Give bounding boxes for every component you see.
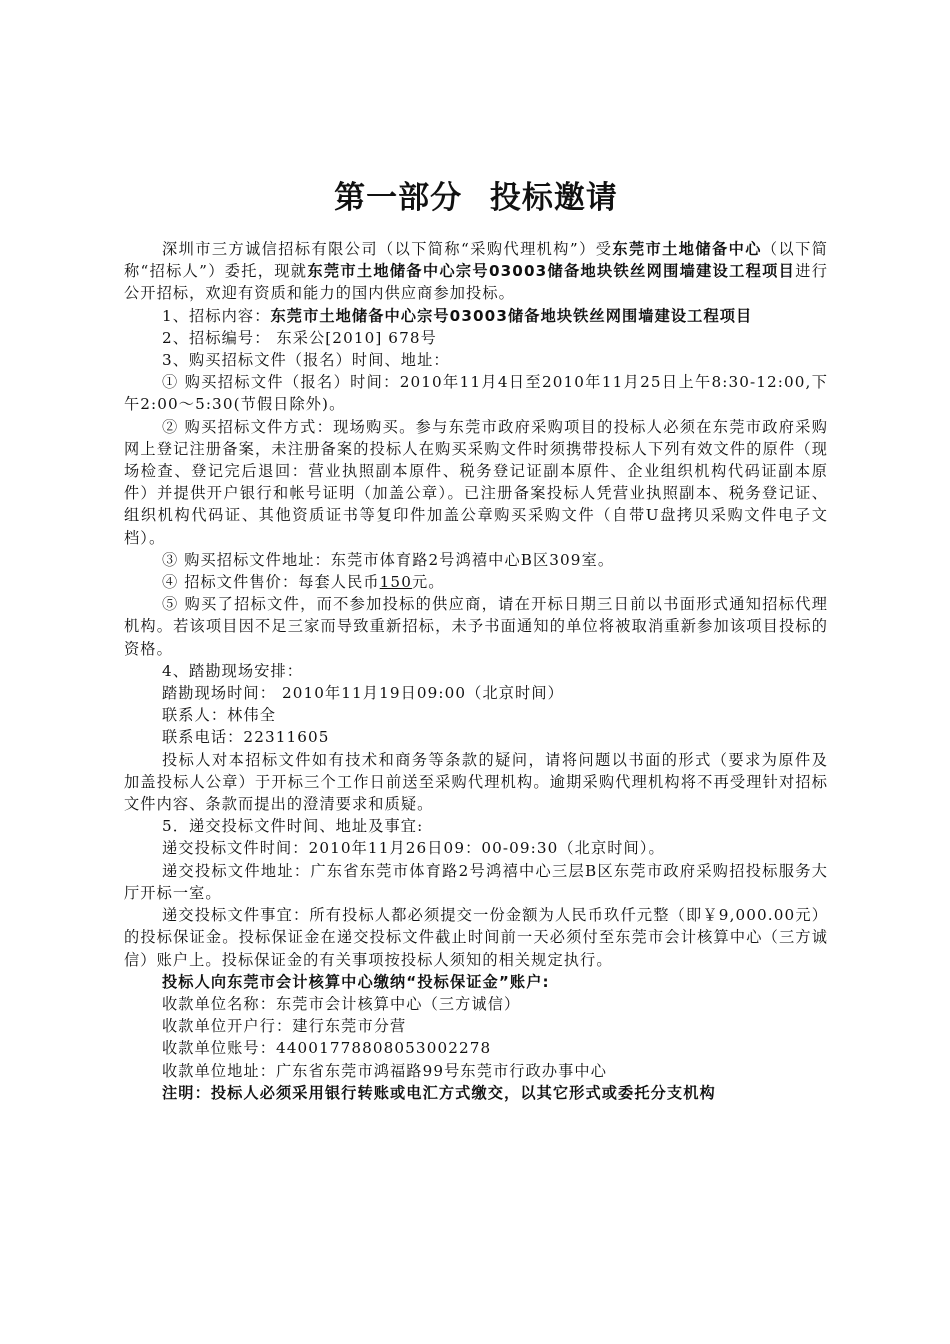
document-body <box>124 238 828 1104</box>
item1-value: 东莞市土地储备中心宗号03003储备地块铁丝网围墙建设工程项目 <box>270 306 753 325</box>
intro-paragraph <box>124 238 828 305</box>
item4-contact-person: 联系人：林伟全 <box>162 706 277 725</box>
intro-bold-2: 东莞市土地储备中心宗号03003储备地块铁丝网围墙建设工程项目 <box>307 262 796 281</box>
account-payee-bank: 收款单位开户行：建行东莞市分营 <box>162 1017 407 1036</box>
item3-non-participation-notice: ⑤ 购买了招标文件，而不参加投标的供应商，请在开标日期三日前以书面形式通知招标代理机构。若该项目因不足三家而导致重新招标，未予书面通知的单位将被取消重新参加该项目投标的资格。 <box>124 595 828 658</box>
item5-submission-matters: 递交投标文件事宜：所有投标人都必须提交一份金额为人民币玖仟元整（即￥9,000.00元）的投标保证金。投标保证金在递交投标文件截止时间前一天必须付至东莞市会计核算中心（三方诚信）账户上。投标保证金的有关事项按投标人须知的相关规定执行。 <box>124 906 828 969</box>
item3-purchase-time: ① 购买招标文件（报名）时间：2010年11月4日至2010年11月25日上午8:30-12:00,下午2:00～5:30(节假日除外)。 <box>124 373 828 414</box>
account-note <box>124 1082 828 1104</box>
item5-submission-time: 递交投标文件时间：2010年11月26日09：00-09:30（北京时间）。 <box>162 839 665 858</box>
account-payee-address: 收款单位地址：广东省东莞市鸿福路99号东莞市行政办事中心 <box>162 1061 608 1080</box>
intro-text-2: （以下简称“招标人”）委托，现就 <box>124 240 828 281</box>
account-heading-text: 投标人向东莞市会计核算中心缴纳“投标保证金”账户: <box>162 972 550 991</box>
item4-contact-phone: 联系电话：22311605 <box>162 728 330 747</box>
item1-label: 1、招标内容： <box>162 306 271 325</box>
item5-heading: 5．递交投标文件时间、地址及事宜: <box>162 817 424 836</box>
account-heading <box>124 971 828 993</box>
page-title: 第一部分 投标邀请 <box>334 180 618 216</box>
item4-heading: 4、踏勘现场安排： <box>162 661 304 680</box>
item3-document-price <box>124 571 828 593</box>
price-prefix: ④ 招标文件售价：每套人民币 <box>162 573 380 592</box>
price-amount: 150 <box>379 573 412 592</box>
account-payee-number: 收款单位账号：44001778808053002278 <box>162 1039 492 1058</box>
item4-inquiry-note: 投标人对本招标文件如有技术和商务等条款的疑问，请将问题以书面的形式（要求为原件及加盖投标人公章）于开标三个工作日前送至采购代理机构。逾期采购代理机构将不再受理针对招标文件内容、条款而提出的澄清要求和质疑。 <box>124 750 828 814</box>
intro-bold-1: 东莞市土地储备中心 <box>612 240 762 258</box>
item3-purchase-method: ② 购买招标文件方式：现场购买。参与东莞市政府采购项目的投标人必须在东莞市政府采购网上登记注册备案，未注册备案的投标人在购买采购文件时须携带投标人下列有效文件的原件（现场检查、登记完后退回：营业执照副本原件、税务登记证副本原件、企业组织机构代码证副本原件）并提供开户银行和帐号证明（加盖公章）。已注册备案投标人凭营业执照副本、税务登记证、组织机构代码证、其他资质证书等复印件加盖公章购买采购文件（自带U盘拷贝采购文件电子文档）。 <box>124 417 828 547</box>
item3-purchase-address: ③ 购买招标文件地址：东莞市体育路2号鸿禧中心B区309室。 <box>162 550 615 569</box>
item4-site-visit-time: 踏勘现场时间： 2010年11月19日09:00（北京时间） <box>162 684 564 703</box>
price-suffix: 元。 <box>411 573 445 592</box>
item2-tender-number: 2、招标编号： 东采公[2010] 678号 <box>162 328 437 347</box>
item1-tender-content <box>124 305 828 327</box>
item5-submission-address: 递交投标文件地址：广东省东莞市体育路2号鸿禧中心三层B区东莞市政府采购招投标服务大厅开标一室。 <box>124 861 828 902</box>
item3-heading: 3、购买招标文件（报名）时间、地址： <box>162 351 450 370</box>
account-payee-name: 收款单位名称：东莞市会计核算中心（三方诚信） <box>162 994 521 1013</box>
intro-text-3: 进行公开招标，欢迎有资质和能力的国内供应商参加投标。 <box>124 262 829 303</box>
intro-text-1: 深圳市三方诚信招标有限公司（以下简称“采购代理机构”）受 <box>162 240 613 258</box>
account-note-text: 注明：投标人必须采用银行转账或电汇方式缴交，以其它形式或委托分支机构 <box>162 1083 716 1102</box>
